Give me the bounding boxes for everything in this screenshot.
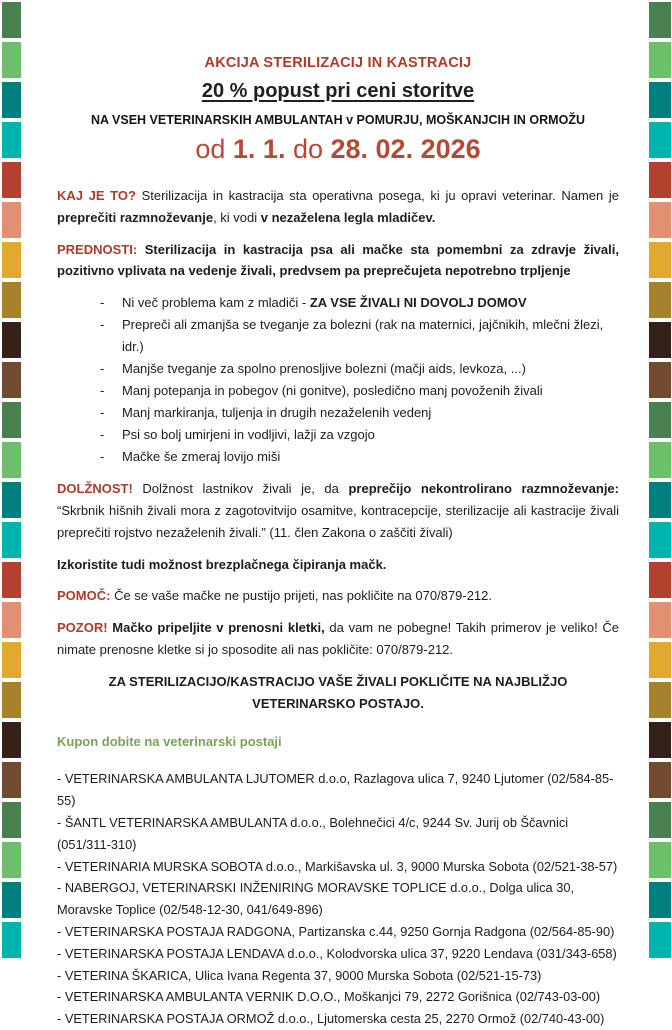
flyer-content: [57, 0, 619, 1030]
text-run: Ni več problema kam z mladiči -: [122, 295, 310, 311]
location-item: - VETERINARIA MURSKA SOBOTA d.o.o., Markišavska ul. 3, 9000 Murska Sobota (02/521-38-57): [57, 858, 618, 874]
locations-list: [57, 768, 619, 1030]
bullet-dash: -: [100, 295, 105, 311]
color-square: [2, 482, 21, 518]
text-run: DOLŽNOST!: [57, 481, 143, 497]
text-run: do: [292, 134, 331, 164]
body-paragraph: [57, 671, 619, 715]
color-square: [2, 522, 21, 558]
text-run: preprečijo nekontrolirano razmnoževanje:: [348, 481, 619, 497]
location-item: - VETERINARSKA POSTAJA RADGONA, Partizanska c.44, 9250 Gornja Radgona (02/564-85-90): [57, 923, 615, 939]
bullet-item: [57, 402, 619, 424]
bullet-item: [57, 424, 619, 446]
color-square: [649, 202, 671, 238]
color-square: [649, 122, 671, 158]
color-square: [2, 682, 21, 718]
left-color-strip: [2, 2, 21, 958]
body-paragraph: [57, 239, 619, 283]
bullet-item: [57, 314, 619, 358]
bullet-item: [57, 358, 619, 380]
color-square: [649, 162, 671, 198]
color-square: [649, 42, 671, 78]
location-item: - ŠANTL VETERINARSKA AMBULANTA d.o.o., Bolehnečici 4/c, 9244 Sv. Jurij ob Ščavnici (051/311-310): [57, 814, 569, 852]
body-text-flow: [57, 185, 619, 714]
bullet-dash: -: [100, 449, 105, 465]
bullet-dash: -: [100, 361, 105, 377]
color-square: [2, 402, 21, 438]
color-square: [2, 442, 21, 478]
text-run: “Skrbnik hišnih živali mora z zagotovitvijo osamitve, kontracepcije, sterilizacije ali kastracije živali preprečiti rojstvo nezaželenih živali.” (11. člen Zakona o zaščiti živali): [57, 502, 619, 540]
text-run: Manjše tveganje za spolno prenosljive bolezni (mačji aids, levkoza, ...): [122, 361, 526, 377]
text-run: Dolžnost lastnikov živali je, da: [142, 481, 349, 497]
body-paragraph: [57, 617, 619, 661]
color-square: [2, 42, 21, 78]
discount-subtitle: 20 % popust pri ceni storitve: [201, 80, 475, 102]
text-run: 1. 1.: [232, 134, 293, 164]
bullet-dash: -: [100, 383, 105, 399]
color-square: [2, 762, 21, 798]
text-run: preprečiti razmnoževanje: [57, 209, 214, 225]
location-item: - VETERINARSKA AMBULANTA VERNIK D.O.O., Moškanjci 79, 2272 Gorišnica (02/743-03-00): [57, 989, 601, 1005]
text-run: Manj potepanja in pobegov (ni gonitve), posledično manj povoženih živali: [122, 383, 543, 399]
bullet-text: [122, 446, 619, 468]
text-run: Manj markiranja, tuljenja in drugih nezaželenih vedenj: [122, 405, 432, 421]
location-item: - VETERINARSKA AMBULANTA LJUTOMER d.o.o, Razlagova ulica 7, 9240 Ljutomer (02/584-85-55): [57, 771, 614, 809]
location-item: - VETERINARSKA POSTAJA ORMOŽ d.o.o., Ljutomerska cesta 25, 2270 Ormož (02/740-43-00): [57, 1011, 605, 1027]
campaign-title: AKCIJA STERILIZACIJ IN KASTRACIJ: [204, 55, 472, 71]
color-square: [649, 242, 671, 278]
color-square: [2, 722, 21, 758]
color-square: [649, 882, 671, 918]
color-square: [649, 402, 671, 438]
color-square: [649, 282, 671, 318]
bullet-text: [122, 402, 619, 424]
text-run: POZOR!: [57, 620, 113, 636]
color-square: [649, 762, 671, 798]
body-paragraph: [57, 585, 619, 607]
bullet-text: [122, 314, 619, 358]
color-square: [2, 882, 21, 918]
location-item: - NABERGOJ, VETERINARSKI INŽENIRING MORAVSKE TOPLICE d.o.o., Dolga ulica 30, Moravske Toplice (02/548-12-30, 041/649-896): [57, 880, 575, 918]
text-run: od: [195, 134, 233, 164]
color-square: [649, 362, 671, 398]
text-run: Izkoristite tudi možnost brezplačnega čipiranja mačk.: [57, 556, 387, 572]
color-square: [2, 322, 21, 358]
text-run: KAJ JE TO?: [57, 188, 142, 203]
color-square: [649, 642, 671, 678]
text-run: 28. 02. 2026: [330, 134, 481, 164]
text-run: , ki vodi: [213, 209, 261, 225]
date-range: [57, 134, 619, 165]
color-square: [649, 2, 671, 38]
body-paragraph: [57, 554, 619, 576]
right-color-strip: [649, 2, 671, 958]
color-square: [649, 82, 671, 118]
text-run: da vam ne pobegne! Takih primerov je veliko! Če nimate prenosne kletke si jo sposodite ali nas pokličite: 070/879-212.: [57, 620, 619, 657]
bullet-text: [122, 380, 619, 402]
color-square: [649, 442, 671, 478]
text-run: Sterilizacija in kastracija psa ali mačke sta pomembni za zdravje živali, pozitivno vplivata na vedenje živali, predvsem pa preprečujeta nepotrebno trpljenje: [57, 241, 619, 279]
text-run: Mačke še zmeraj lovijo miši: [122, 449, 281, 465]
color-square: [2, 642, 21, 678]
color-square: [2, 122, 21, 158]
color-square: [2, 562, 21, 598]
color-square: [2, 242, 21, 278]
color-square: [2, 2, 21, 38]
text-run: POMOČ:: [57, 588, 115, 604]
bullet-list: [57, 292, 619, 468]
bullet-dash: -: [100, 405, 105, 421]
color-square: [649, 922, 671, 958]
color-square: [2, 162, 21, 198]
color-square: [2, 842, 21, 878]
color-square: [2, 802, 21, 838]
bullet-text: [122, 358, 619, 380]
text-run: .: [431, 209, 436, 225]
color-square: [649, 682, 671, 718]
text-run: ZA VSE ŽIVALI NI DOVOLJ DOMOV: [309, 295, 527, 311]
text-run: PREDNOSTI:: [57, 241, 145, 257]
color-square: [649, 802, 671, 838]
text-run: Mačko pripeljite v prenosni kletki,: [112, 620, 330, 636]
text-run: Sterilizacija in kastracija sta operativna posega, ki ju opravi veterinar. Namen je: [141, 188, 619, 203]
text-run: Prepreči ali zmanjša se tveganje za bolezni (rak na maternici, jajčnikih, mlečni žlezi, idr.): [122, 317, 604, 355]
bullet-text: [122, 424, 619, 446]
color-square: [649, 322, 671, 358]
bullet-item: [57, 292, 619, 314]
bullet-item: [57, 446, 619, 468]
color-square: [649, 722, 671, 758]
color-square: [2, 282, 21, 318]
color-square: [649, 842, 671, 878]
color-square: [2, 362, 21, 398]
locations-heading: Kupon dobite na veterinarski postaji: [57, 734, 282, 750]
location-item: - VETERINA ŠKARICA, Ulica Ivana Regenta 37, 9000 Murska Sobota (02/521-15-73): [57, 967, 542, 983]
text-run: Če se vaše mačke ne pustijo prijeti, nas pokličite na 070/879-212.: [114, 588, 493, 604]
color-square: [649, 562, 671, 598]
coverage-line: NA VSEH VETERINARSKIH AMBULANTAH v POMURJU, MOŠKANJCIH IN ORMOŽU: [90, 113, 585, 127]
bullet-item: [57, 380, 619, 402]
color-square: [649, 482, 671, 518]
color-square: [649, 602, 671, 638]
color-square: [2, 202, 21, 238]
text-run: Psi so bolj umirjeni in vodljivi, lažji za vzgojo: [122, 427, 375, 443]
text-run: ZA STERILIZACIJO/KASTRACIJO VAŠE ŽIVALI POKLIČITE NA NAJBLIŽJO VETERINARSKO POSTAJO.: [108, 673, 568, 711]
text-run: v nezaželena legla mladičev: [260, 209, 432, 225]
color-square: [2, 602, 21, 638]
location-item: - VETERINARSKA POSTAJA LENDAVA d.o.o., Kolodvorska ulica 37, 9220 Lendava (031/343-658): [57, 945, 617, 961]
bullet-text: [122, 292, 619, 314]
bullet-dash: -: [100, 427, 105, 443]
color-square: [2, 922, 21, 958]
color-square: [649, 522, 671, 558]
color-square: [2, 82, 21, 118]
bullet-dash: -: [100, 317, 105, 333]
body-paragraph: [57, 478, 619, 543]
body-paragraph: [57, 185, 619, 229]
